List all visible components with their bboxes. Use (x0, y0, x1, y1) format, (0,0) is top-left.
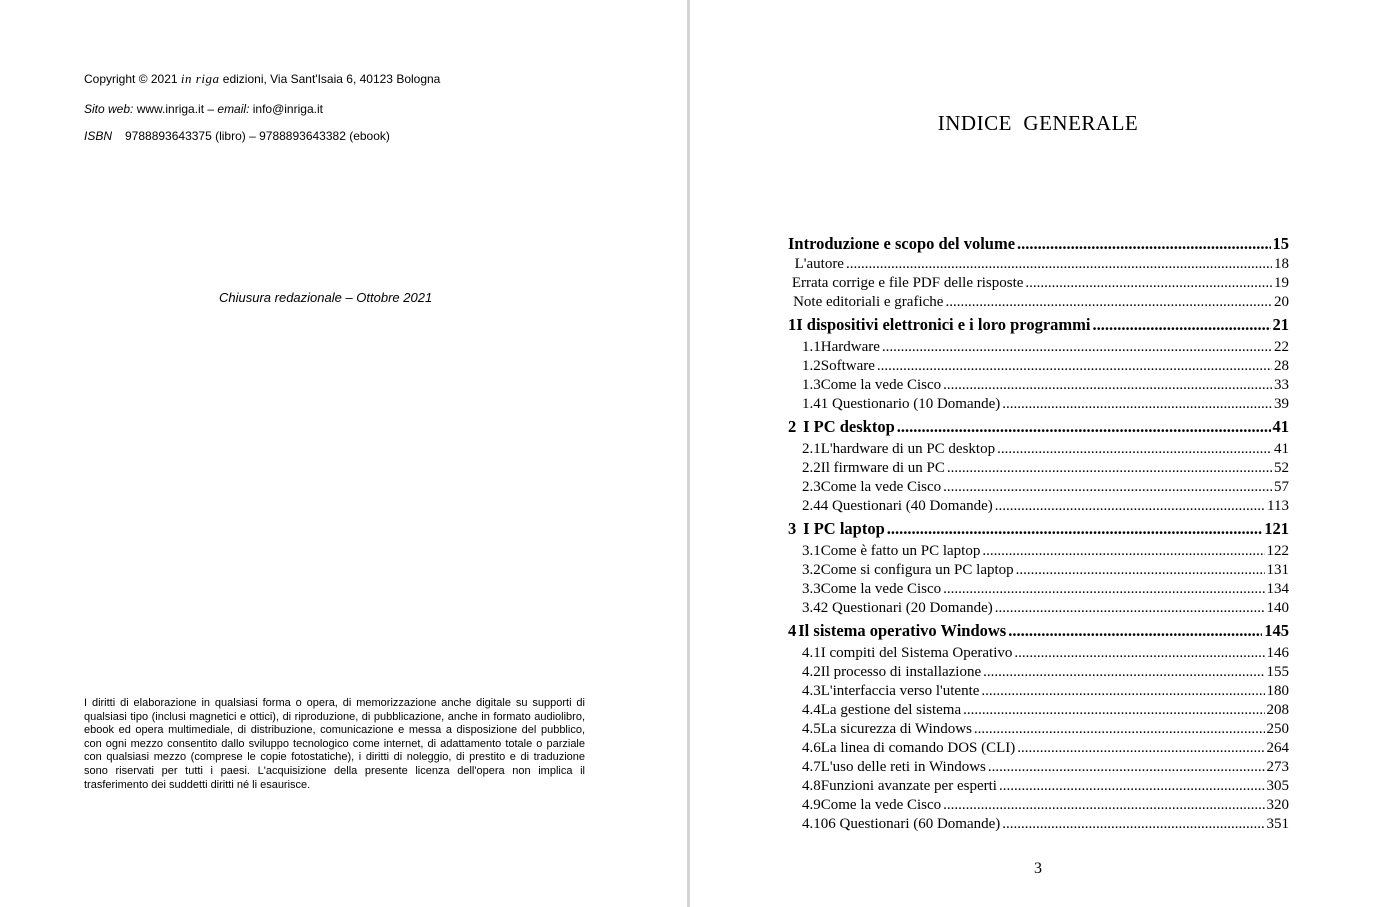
toc-chapter-row (788, 517, 1289, 543)
toc-number: 1.2 (802, 358, 821, 374)
toc-page-number: 28 (1274, 358, 1289, 374)
toc-number: 3.4 (802, 600, 821, 616)
toc-number: 4.2 (802, 664, 821, 680)
toc-leader-dots (882, 339, 1272, 356)
toc-page-number: 146 (1266, 645, 1289, 661)
toc-leader-dots (943, 479, 1272, 496)
toc-title-text: 4 Questionari (40 Domande) (820, 498, 993, 514)
toc-page-number: 41 (1274, 441, 1289, 457)
copyright-suffix: edizioni, Via Sant'Isaia 6, 40123 Bologna (219, 72, 441, 86)
toc-page-number: 250 (1266, 721, 1289, 737)
toc-entry-row (788, 498, 1289, 517)
toc-entry-row (788, 581, 1289, 600)
toc-number: 1 (788, 315, 797, 334)
toc-number: 4.8 (802, 778, 821, 794)
toc-entry-row (788, 600, 1289, 619)
toc-entry-row (788, 275, 1289, 294)
toc-page-number: 140 (1266, 600, 1289, 616)
toc-number: 3 (788, 519, 797, 538)
toc-entry-row (788, 721, 1289, 740)
toc-leader-dots (877, 358, 1272, 375)
toc-title-text: Errata corrige e file PDF delle risposte (791, 275, 1024, 291)
toc-number: 2.4 (802, 498, 821, 514)
toc-entry-row (788, 396, 1289, 415)
toc-number: 4.10 (802, 816, 829, 832)
toc-title-text: 2 Questionari (20 Domande) (820, 600, 993, 616)
editorial-closing: Chiusura redazionale – Ottobre 2021 (219, 290, 433, 305)
toc-title-text: I PC laptop (803, 519, 885, 538)
toc-leader-dots (988, 759, 1265, 776)
toc-entry-row (788, 294, 1289, 313)
toc-leader-dots (1002, 816, 1264, 833)
toc-page-number: 15 (1272, 234, 1289, 253)
toc-number: 1.3 (802, 377, 821, 393)
toc-leader-dots (983, 664, 1264, 681)
toc-leader-dots (982, 543, 1264, 560)
toc-number: 3.3 (802, 581, 821, 597)
toc-page-number: 320 (1266, 797, 1289, 813)
page-number: 3 (1034, 860, 1042, 877)
toc-leader-dots (1025, 275, 1272, 292)
toc-entry-row (788, 645, 1289, 664)
toc-entry-row (788, 664, 1289, 683)
toc-number: 3.1 (802, 543, 821, 559)
toc-leader-dots (943, 581, 1264, 598)
toc-title-text: Software (820, 358, 875, 374)
toc-title-text: Come la vede Cisco (820, 377, 942, 393)
toc-title-text: 1 Questionario (10 Domande) (820, 396, 1001, 412)
toc-leader-dots (897, 417, 1271, 437)
toc-page-number: 180 (1266, 683, 1289, 699)
toc-title-text: La linea di comando DOS (CLI) (820, 740, 1016, 756)
toc-chapter-row (788, 313, 1289, 339)
toc-leader-dots (1014, 645, 1264, 662)
toc-title-text: Come si configura un PC laptop (820, 562, 1014, 578)
toc-title-text: I compiti del Sistema Operativo (820, 645, 1013, 661)
toc-number: 2.2 (802, 460, 821, 476)
toc-page-number: 264 (1266, 740, 1289, 756)
website-url: www.inriga.it – (133, 102, 218, 116)
toc-title-text: Come la vede Cisco (820, 479, 942, 495)
toc-title-text: I PC desktop (803, 417, 895, 436)
toc-leader-dots (1092, 315, 1270, 335)
toc-number: 4.9 (802, 797, 821, 813)
toc-title-text: 6 Questionari (60 Domande) (828, 816, 1001, 832)
toc-title: INDICE GENERALE (937, 111, 1139, 135)
copyright-line (84, 71, 440, 87)
toc-leader-dots (997, 441, 1272, 458)
toc-title-text: Introduzione e scopo del volume (788, 234, 1016, 253)
toc-page-number: 57 (1274, 479, 1289, 495)
toc-title-text: L'uso delle reti in Windows (820, 759, 986, 775)
toc-page-number: 134 (1266, 581, 1289, 597)
toc-entry-row (788, 797, 1289, 816)
toc-entry-row (788, 358, 1289, 377)
toc-page-number: 39 (1274, 396, 1289, 412)
toc-entry-row (788, 816, 1289, 835)
toc-leader-dots (995, 600, 1265, 617)
toc-number: 1.4 (802, 396, 821, 412)
email-label: email: (217, 102, 250, 116)
left-page (0, 0, 687, 907)
toc-leader-dots (1002, 396, 1272, 413)
right-page (690, 0, 1381, 907)
toc-number: 4.3 (802, 683, 821, 699)
toc-title-text: La gestione del sistema (820, 702, 962, 718)
toc-page-number: 41 (1272, 417, 1289, 436)
toc-leader-dots (995, 498, 1265, 515)
toc-page-number: 305 (1266, 778, 1289, 794)
toc-number: 4.7 (802, 759, 821, 775)
toc-leader-dots (1017, 234, 1270, 254)
website-line (84, 102, 323, 116)
toc-page-number: 21 (1272, 315, 1289, 334)
toc-leader-dots (963, 702, 1264, 719)
toc-page-number: 273 (1266, 759, 1289, 775)
toc-entry-row (788, 543, 1289, 562)
toc-title-text: Il sistema operativo Windows (798, 621, 1007, 640)
email-value: info@inriga.it (249, 102, 323, 116)
toc-chapter-row (788, 619, 1289, 645)
toc-title-text: Il processo di installazione (820, 664, 982, 680)
toc-leader-dots (981, 683, 1264, 700)
toc-page-number: 19 (1274, 275, 1289, 291)
publisher-brand: in riga (180, 71, 220, 86)
toc-entry-row (788, 460, 1289, 479)
toc-title-text: Hardware (820, 339, 880, 355)
toc-page-number: 20 (1274, 294, 1289, 310)
toc-title-text: La sicurezza di Windows (820, 721, 972, 737)
toc-entry-row (788, 256, 1289, 275)
toc-leader-dots (1008, 621, 1262, 641)
toc-page-number: 122 (1266, 543, 1289, 559)
toc-leader-dots (943, 797, 1264, 814)
isbn-line (84, 129, 390, 143)
toc-leader-dots (947, 460, 1272, 477)
toc-leader-dots (1017, 740, 1264, 757)
rights-notice: I diritti di elaborazione in qualsiasi forma o opera, di memorizzazione anche digitale su supporti di qualsiasi tipo (inclusi magnetici e ottici), di riproduzione, di pubblicazione, anche in formato audiolibro, ebook ed opera multimediale, di distribuzione, comunicazione e messa a disposizione del pubblico, con ogni mezzo consentito dallo sviluppo tecnologico come internet, di adattamento totale o parziale con qualsiasi mezzo (comprese le copie fotostatiche), i diritti di noleggio, di prestito e di traduzione sono riservati per tutti i paesi. L'acquisizione della presente licenza dell'opera non implica il trasferimento dei suddetti diritti né li esaurisce. (84, 697, 585, 791)
copyright-prefix: Copyright © 2021 (84, 72, 181, 86)
toc-entry-row (788, 339, 1289, 358)
toc-number: 4.4 (802, 702, 821, 718)
toc-chapter-row (788, 415, 1289, 441)
toc-number: 4.5 (802, 721, 821, 737)
toc-page-number: 33 (1274, 377, 1289, 393)
toc-title-text: L'interfaccia verso l'utente (820, 683, 980, 699)
toc-entry-row (788, 778, 1289, 797)
toc-number: 2 (788, 417, 797, 436)
isbn-label: ISBN (84, 129, 113, 143)
toc-page-number: 351 (1266, 816, 1289, 832)
toc-number: 4 (788, 621, 797, 640)
toc-title-text: Funzioni avanzate per esperti (820, 778, 997, 794)
isbn-value: 9788893643375 (libro) – 9788893643382 (ebook) (125, 129, 390, 143)
toc-title-text: I dispositivi elettronici e i loro programmi (796, 315, 1091, 334)
toc-page-number: 18 (1274, 256, 1289, 272)
table-of-contents (788, 234, 1289, 835)
toc-number: 2.1 (802, 441, 821, 457)
toc-number: 4.1 (802, 645, 821, 661)
toc-entry-row (788, 562, 1289, 581)
toc-leader-dots (999, 778, 1265, 795)
toc-title-text: L'hardware di un PC desktop (820, 441, 996, 457)
toc-entry-row (788, 740, 1289, 759)
toc-title-text: Come è fatto un PC laptop (820, 543, 981, 559)
toc-page-number: 22 (1274, 339, 1289, 355)
toc-page-number: 208 (1266, 702, 1289, 718)
toc-leader-dots (887, 519, 1262, 539)
toc-page-number: 113 (1267, 498, 1289, 514)
toc-number: 4.6 (802, 740, 821, 756)
toc-entry-row (788, 759, 1289, 778)
toc-entry-row (788, 479, 1289, 498)
toc-leader-dots (945, 294, 1272, 311)
toc-page-number: 145 (1264, 621, 1289, 640)
toc-leader-dots (943, 377, 1272, 394)
toc-title-text: Come la vede Cisco (820, 797, 942, 813)
website-label: Sito web: (84, 102, 134, 116)
toc-entry-row (788, 377, 1289, 396)
toc-title-text: L'autore (794, 256, 844, 272)
toc-page-number: 121 (1264, 519, 1289, 538)
toc-page-number: 131 (1266, 562, 1289, 578)
toc-number: 1.1 (802, 339, 821, 355)
toc-entry-row (788, 702, 1289, 721)
toc-number: 3.2 (802, 562, 821, 578)
toc-title-text: Come la vede Cisco (820, 581, 942, 597)
toc-entry-row (788, 441, 1289, 460)
toc-leader-dots (1016, 562, 1265, 579)
toc-title-text: Il firmware di un PC (820, 460, 945, 476)
toc-entry-row (788, 683, 1289, 702)
toc-chapter-row (788, 234, 1289, 256)
toc-page-number: 155 (1266, 664, 1289, 680)
toc-number: 2.3 (802, 479, 821, 495)
toc-page-number: 52 (1274, 460, 1289, 476)
toc-title-text: Note editoriali e grafiche (793, 294, 944, 310)
toc-leader-dots (974, 721, 1265, 738)
toc-leader-dots (846, 256, 1272, 273)
